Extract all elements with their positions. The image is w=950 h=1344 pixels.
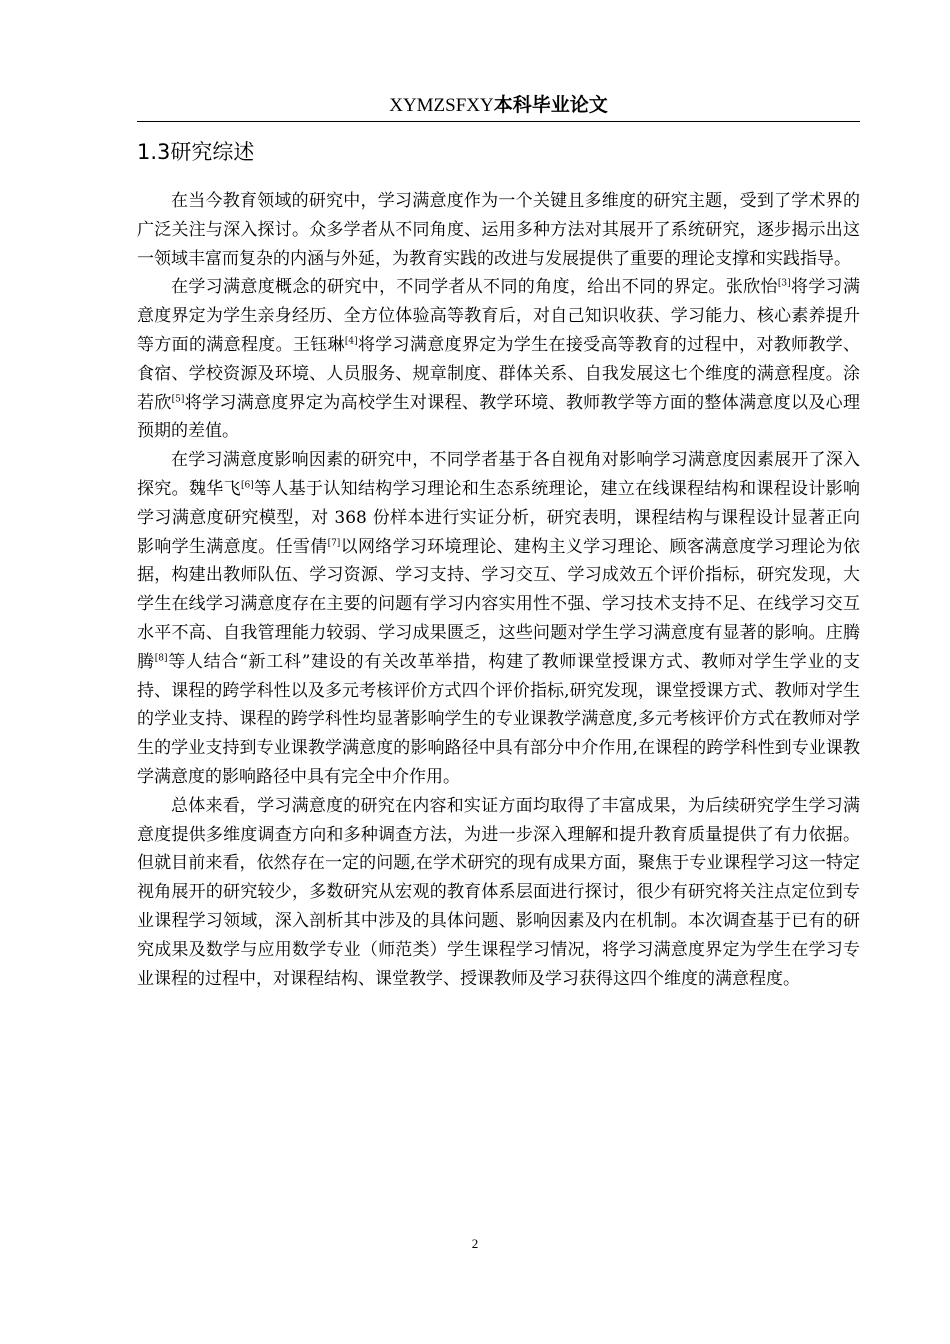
paragraph-summary: 总体来看，学习满意度的研究在内容和实证方面均取得了丰富成果，为后续研究学生学习满意度提供多维度调查方向和多种调查方法，为进一步深入理解和提升教育质量提供了有力依据。但就目前来看，依然存在一定的问题,在学术研究的现有成果方面，聚焦于专业课程学习这一特定视角展开的研究较少，多数研究从宏观的教育体系层面进行探讨，很少有研究将关注点定位到专业课程学习领域，深入剖析其中涉及的具体问题、影响因素及内在机制。本次调查基于已有的研究成果及数学与应用数学专业（师范类）学生课程学习情况，将学习满意度界定为学生在学习专业课程的过程中，对课程结构、课堂教学、授课教师及学习获得这四个维度的满意程度。 xyxy=(137,795,860,989)
citation-ref: [7] xyxy=(327,537,341,548)
citation-ref: [5] xyxy=(171,393,185,404)
section-title-text: 研究综述 xyxy=(170,140,255,164)
paragraph-text: 在学习满意度影响因素的研究中，不同学者基于各自视角对影响学习满意度因素展开了深入探究。魏华飞 xyxy=(137,450,860,499)
section-heading xyxy=(137,137,254,167)
citation-ref: [4] xyxy=(344,336,358,347)
citation-ref: [3] xyxy=(777,278,791,289)
paragraph-influencing-factors xyxy=(137,446,860,792)
header-rule xyxy=(137,121,860,122)
citation-ref: [8] xyxy=(154,653,168,664)
paragraph-text: 以网络学习环境理论、建构主义学习理论、顾客满意度学习理论为依据，构建出教师队伍、学习资源、学习支持、学习交互、学习成效五个评价指标，研究发现，大学生在线学习满意度存在主要的问题有学习内容实用性不强、学习技术支持不足、在线学习交互水平不高、自我管理能力较弱、学习成果匮乏，这些问题对学生学习满意度有显著的影响。庄腾腾 xyxy=(137,536,861,672)
paragraph-text: 等人结合“新工科”建设的有关改革举措，构建了教师课堂授课方式、教师对学生学业的支持、课程的跨学科性以及多元考核评价方式四个评价指标,研究发现，课堂授课方式、教师对学生的学业支持、课程的跨学科性均显著影响学生的专业课教学满意度,多元考核评价方式在教师对学生的学业支持到专业课教学满意度的影响路径中具有部分中介作用,在课程的跨学科性到专业课教学满意度的影响路径中具有完全中介作用。 xyxy=(137,651,860,787)
header-school-code: XYMZSFXY xyxy=(389,95,494,116)
paragraph-text: 等人基于认知结构学习理论和生态系统理论，建立在线课程结构和课程设计影响学习满意度研究模型，对 368 份样本进行实证分析，研究表明，课程结构与课程设计显著正向影响学生满意度。任雪倩 xyxy=(137,478,861,557)
header-title: 本科毕业论文 xyxy=(493,94,608,116)
citation-ref: [6] xyxy=(240,480,254,491)
paragraph-intro: 在当今教育领域的研究中，学习满意度作为一个关键且多维度的研究主题，受到了学术界的广泛关注与深入探讨。众多学者从不同角度、运用多种方法对其展开了系统研究，逐步揭示出这一领域丰富而复杂的内涵与外延，为教育实践的改进与发展提供了重要的理论支撑和实践指导。 xyxy=(137,191,860,269)
paragraph-text: 在学习满意度概念的研究中，不同学者从不同的角度，给出不同的界定。张欣怡 xyxy=(171,277,778,298)
paragraph-concept-definitions xyxy=(137,273,860,446)
paragraph-text: 将学习满意度界定为高校学生对课程、教学环境、教师教学等方面的整体满意度以及心理预期的差值。 xyxy=(137,392,861,442)
paragraph-text: 将学习满意度界定为学生在接受高等教育的过程中，对教师教学、食宿、学校资源及环境、人员服务、规章制度、群体关系、自我发展这七个维度的满意程度。涂若欣 xyxy=(137,334,861,413)
section-number: 1.3 xyxy=(137,140,171,164)
page-number: 2 xyxy=(471,1236,479,1251)
paragraph-text: 将学习满意度界定为学生亲身经历、全方位体验高等教育后，对自己知识收获、学习能力、核心素养提升等方面的满意程度。王钰琳 xyxy=(137,277,860,355)
body-text xyxy=(137,187,860,993)
running-header xyxy=(137,92,860,119)
